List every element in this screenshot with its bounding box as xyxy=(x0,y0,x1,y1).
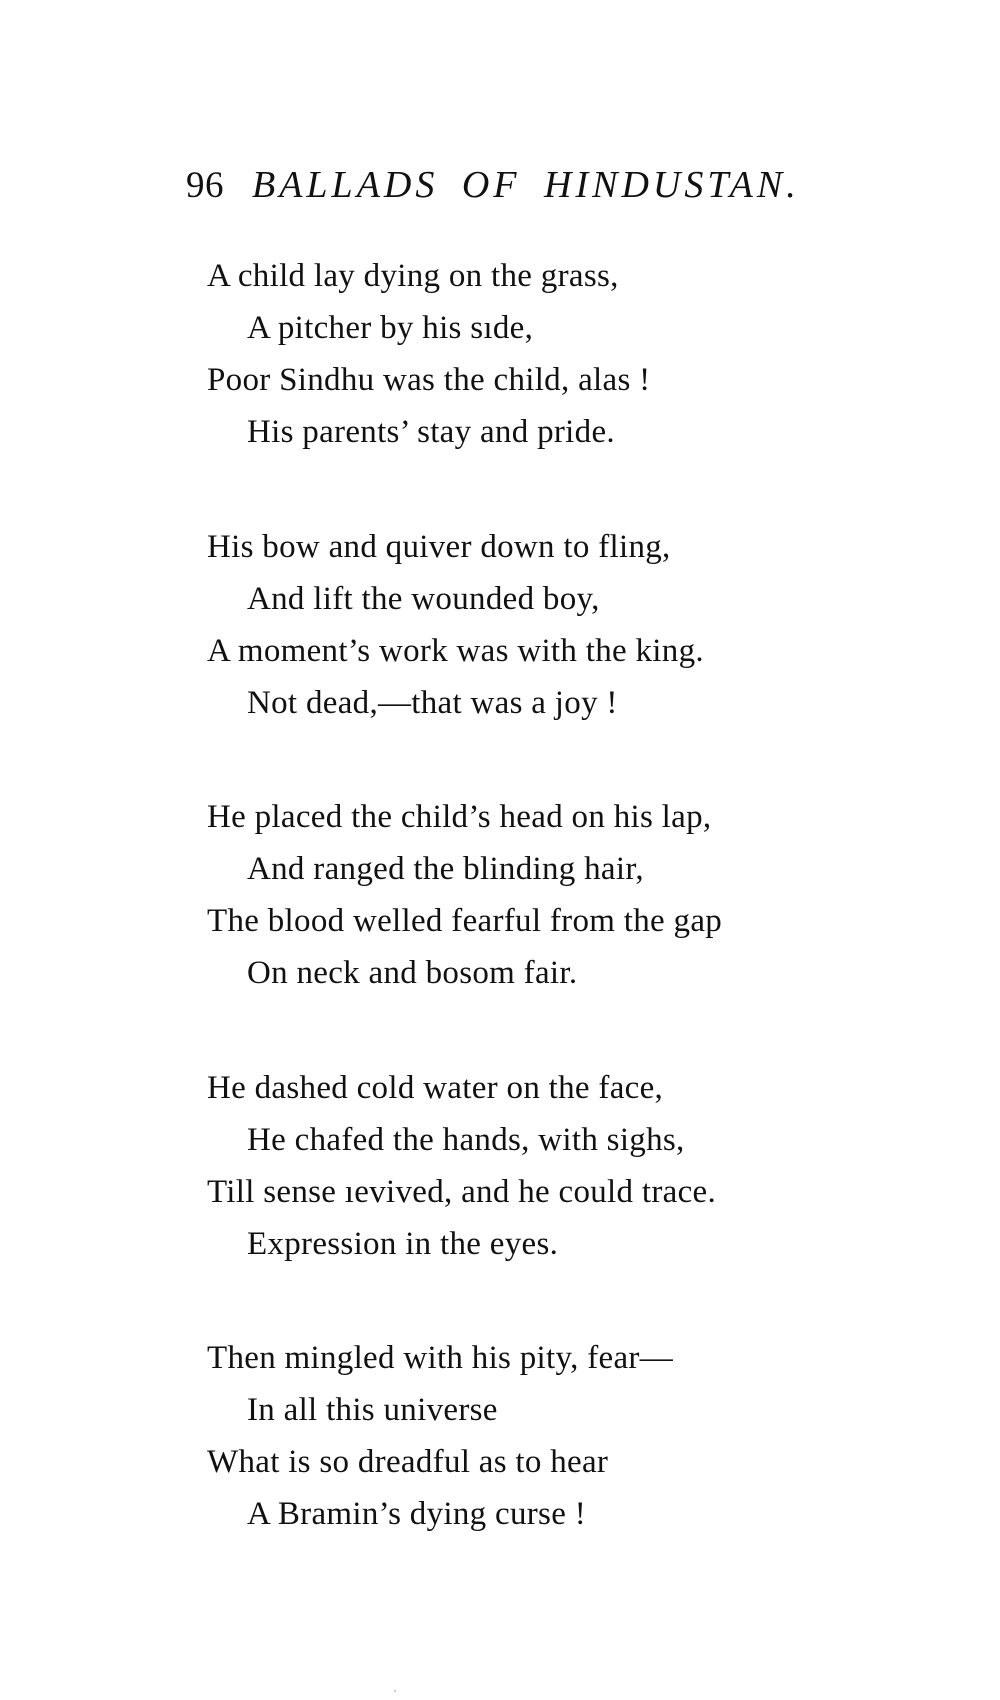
poem-line: He chafed the hands, with sighs, xyxy=(247,1122,685,1158)
stanza-2 xyxy=(207,521,704,729)
poem-line: And lift the wounded boy, xyxy=(247,581,600,617)
poem-line: And ranged the blinding hair, xyxy=(247,851,644,887)
poem-line: On neck and bosom fair. xyxy=(247,955,578,991)
poem-line: What is so dreadful as to hear xyxy=(207,1444,609,1480)
poem-line: A Bramin’s dying curse ! xyxy=(247,1496,586,1532)
poem-line: Poor Sindhu was the child, alas ! xyxy=(207,362,651,398)
poem-line: He dashed cold water on the face, xyxy=(207,1070,664,1106)
poem-line: Then mingled with his pity, fear— xyxy=(207,1340,674,1376)
page-header xyxy=(186,163,800,207)
poem-line: His parents’ stay and pride. xyxy=(247,414,615,450)
stanza-1 xyxy=(207,250,650,458)
poem-line: A pitcher by his sıde, xyxy=(247,310,534,346)
page-number: 96 xyxy=(186,165,224,206)
poem-line: Expression in the eyes. xyxy=(247,1226,559,1262)
poem-line: He placed the child’s head on his lap, xyxy=(207,799,712,835)
poem-line: A child lay dying on the grass, xyxy=(207,258,619,294)
running-title: BALLADS OF HINDUSTAN. xyxy=(252,164,800,206)
poem-line: Not dead,—that was a joy ! xyxy=(247,685,618,721)
poem-line: Till sense ıevived, and he could trace. xyxy=(207,1174,717,1210)
stanza-5 xyxy=(207,1332,673,1540)
paper-speck xyxy=(394,1690,396,1692)
stanza-4 xyxy=(207,1062,716,1270)
poem-line: The blood welled fearful from the gap xyxy=(207,903,723,939)
poem-line: His bow and quiver down to fling, xyxy=(207,529,671,565)
poem-line: In all this universe xyxy=(247,1392,498,1428)
stanza-3 xyxy=(207,791,722,999)
poem-line: A moment’s work was with the king. xyxy=(207,633,704,669)
